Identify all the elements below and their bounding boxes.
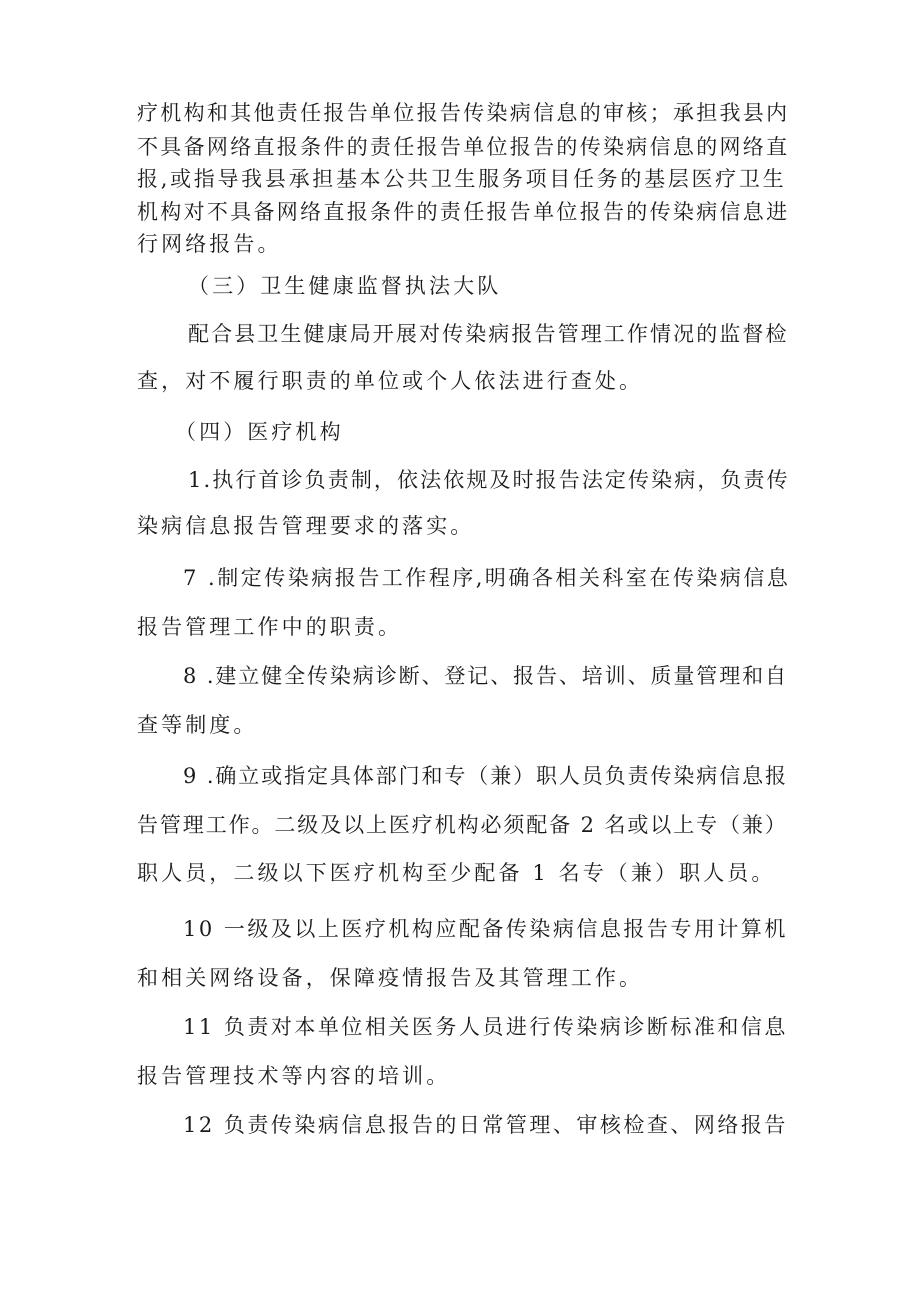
text-line: 疗机构和其他责任报告单位报告传染病信息的审核；承担我县内 <box>137 101 790 125</box>
text-line: 查等制度。 <box>137 713 258 737</box>
text-line: 11 负责对本单位相关医务人员进行传染病诊断标准和信息 <box>183 1015 788 1039</box>
text-line: 1.执行首诊负责制，依法依规及时报告法定传染病，负责传 <box>188 468 790 492</box>
text-line: 配合县卫生健康局开展对传染病报告管理工作情况的监督检 <box>188 322 789 346</box>
text-line: 7 .制定传染病报告工作程序,明确各相关科室在传染病信息 <box>183 566 791 590</box>
section-heading: （三）卫生健康监督执法大队 <box>188 274 502 298</box>
text-line: 9 .确立或指定具体部门和专（兼）职人员负责传染病信息报 <box>183 764 788 788</box>
text-line: 10 一级及以上医疗机构应配备传染病信息报告专用计算机 <box>183 917 788 941</box>
text-line: 和相关网络设备，保障疫情报告及其管理工作。 <box>137 966 644 990</box>
text-line: 报告管理技术等内容的培训。 <box>137 1064 451 1088</box>
text-line: 行网络报告。 <box>137 232 282 256</box>
text-line: 职人员，二级以下医疗机构至少配备 1 名专（兼）职人员。 <box>137 861 776 885</box>
section-heading: （四）医疗机构 <box>175 420 344 444</box>
text-line: 机构对不具备网络直报条件的责任报告单位报告的传染病信息进 <box>137 200 790 224</box>
text-line: 染病信息报告管理要求的落实。 <box>137 514 475 538</box>
text-line: 12 负责传染病信息报告的日常管理、审核检查、网络报告 <box>183 1113 788 1137</box>
text-line: 8 .建立健全传染病诊断、登记、报告、培训、质量管理和自 <box>183 664 788 688</box>
text-line: 不具备网络直报条件的责任报告单位报告的传染病信息的网络直 <box>137 135 790 159</box>
text-line: 报告管理工作中的职责。 <box>137 615 403 639</box>
text-line: 告管理工作。二级及以上医疗机构必须配备 2 名或以上专（兼） <box>137 813 788 837</box>
text-line: 查，对不履行职责的单位或个人依法进行查处。 <box>137 369 644 393</box>
text-line: 报,或指导我县承担基本公共卫生服务项目任务的基层医疗卫生 <box>137 167 787 191</box>
